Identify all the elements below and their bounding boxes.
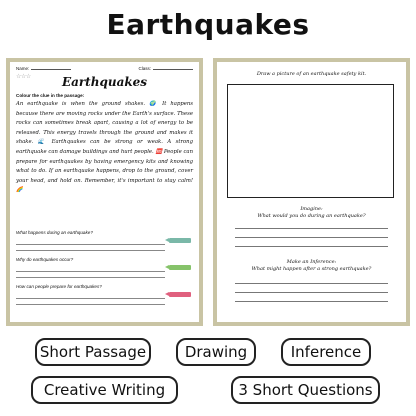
product-title: Earthquakes: [106, 8, 310, 41]
question-1-text: What happens during an earthquake?: [16, 230, 93, 235]
tag-inference: Inference: [281, 338, 371, 366]
tag-drawing: Drawing: [176, 338, 256, 366]
question-1: [16, 230, 193, 251]
name-line: [31, 69, 71, 70]
draw-prompt: Draw a picture of an earthquake safety kit.: [256, 71, 367, 77]
question-2-text: Why do earthquakes occur?: [16, 257, 74, 262]
name-field: [16, 66, 71, 71]
name-label: Name:: [16, 66, 30, 71]
class-label: Class:: [138, 66, 151, 71]
worksheet-heading: Earthquakes: [61, 75, 148, 89]
imagine-answer-lines: [235, 220, 388, 247]
imagine-prompt: [217, 206, 406, 220]
inference-label: Make an Inference:: [286, 259, 337, 265]
worksheet-reading-sheet: [10, 62, 199, 322]
class-line: [153, 69, 193, 70]
drawing-box: [227, 84, 394, 198]
inference-question: What might happen after a strong earthquake?: [251, 266, 372, 272]
question-3: [16, 284, 193, 305]
pink-crayon-icon: [169, 292, 191, 297]
class-field: [138, 66, 193, 71]
inference-prompt: [217, 259, 406, 273]
question-2: [16, 257, 193, 278]
reading-passage: An earthquake is when the ground shakes. 🌍 It happens because there are moving rocks under the Earth's surface. These rocks can sometimes break apart, causing a lot of energy to be released. This energy travels through the ground and makes it shake. 🌊 Earthquakes can be strong or weak. A strong earthquake can damage buildings and hurt people. 🆘 People can prepare for earthquakes by having emergency kits and knowing what to do. If an earthquake happens, drop to the ground, cover your head, and hold on. Remember, it's important to stay calm! 🌈: [16, 101, 193, 194]
tag-creative-writing: Creative Writing: [31, 376, 178, 404]
name-class-row: [16, 66, 193, 71]
teal-crayon-icon: [169, 238, 191, 243]
worksheet-reading-page: [6, 58, 203, 326]
worksheet-activity-page: [213, 58, 410, 326]
tag-short-questions: 3 Short Questions: [231, 376, 380, 404]
tag-short-passage: Short Passage: [35, 338, 151, 366]
inference-answer-lines: [235, 275, 388, 302]
question-3-text: How can people prepare for earthquakes?: [16, 284, 102, 289]
imagine-label: Imagine:: [300, 206, 323, 212]
worksheet-activity-sheet: [217, 62, 406, 322]
rating-stars-icon: ☆☆☆: [16, 74, 31, 80]
green-crayon-icon: [169, 265, 191, 270]
instruction-text: Colour the clue in the passage:: [16, 93, 85, 98]
imagine-question: What would you do during an earthquake?: [257, 213, 366, 219]
